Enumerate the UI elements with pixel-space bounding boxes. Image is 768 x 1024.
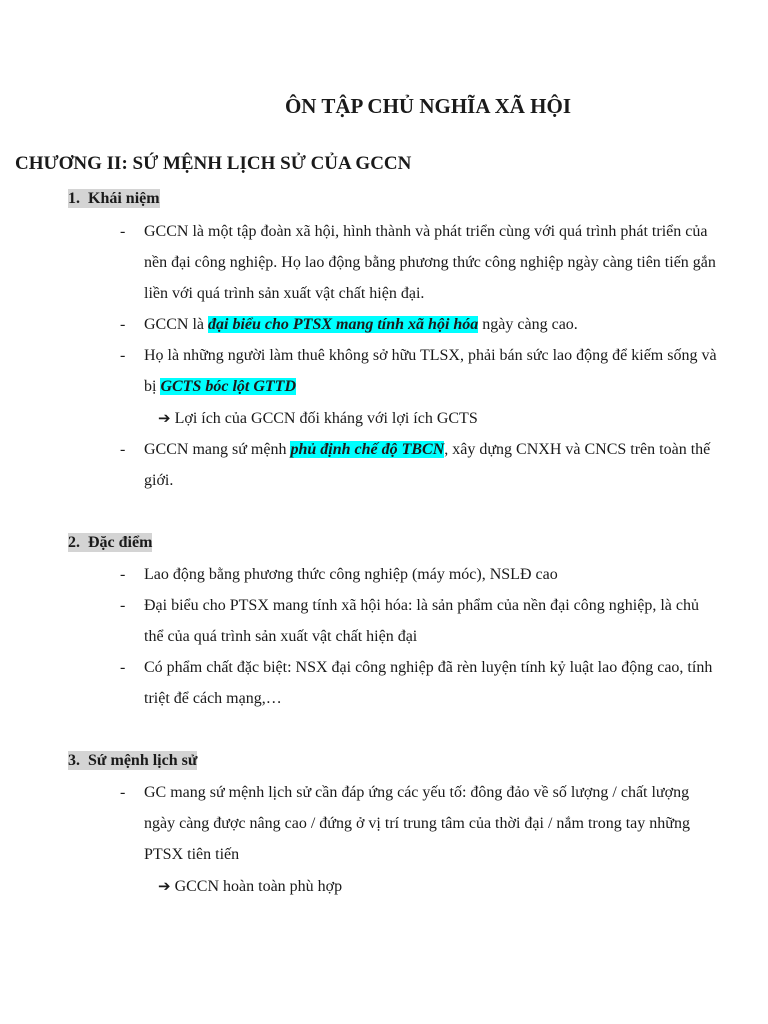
arrow-right-icon: ➔ <box>158 877 171 895</box>
section-heading-2: 2. Đặc điểm <box>68 534 153 551</box>
section-heading-3: 3. Sứ mệnh lịch sử <box>68 752 198 769</box>
section-heading-1: 1. Khái niệm <box>68 190 160 207</box>
list-item: - GCCN mang sứ mệnh phủ định chế độ TBCN, xây dựng CNXH và CNCS trên toàn thế giới. <box>120 441 711 489</box>
list-item: - Đại biểu cho PTSX mang tính xã hội hóa: là sản phẩm của nền đại công nghiệp, là chủ thể của quá trình sản xuất vật chất hiện đại <box>120 597 699 645</box>
highlight-text: GCTS bóc lột GTTD <box>160 378 296 395</box>
highlight-text: phủ định chế độ TBCN <box>290 441 445 458</box>
list-item: - Lao động bằng phương thức công nghiệp (máy móc), NSLĐ cao <box>120 566 558 583</box>
list-item: - Họ là những người làm thuê không sở hữu TLSX, phải bán sức lao động để kiếm sống và bị GCTS bóc lột GTTD <box>120 347 717 395</box>
arrow-item: ➔ GCCN hoàn toàn phù hợp <box>158 877 343 895</box>
arrow-item: ➔ Lợi ích của GCCN đối kháng với lợi ích GCTS <box>158 409 478 427</box>
highlight-text: đại biểu cho PTSX mang tính xã hội hóa <box>208 316 479 333</box>
chapter-heading: CHƯƠNG II: SỨ MỆNH LỊCH SỬ CỦA GCCN <box>15 153 412 174</box>
list-item: - Có phẩm chất đặc biệt: NSX đại công nghiệp đã rèn luyện tính kỷ luật lao động cao, tính triệt để cách mạng,… <box>120 659 713 707</box>
list-item: - GCCN là một tập đoàn xã hội, hình thành và phát triển cùng với quá trình phát triển của nền đại công nghiệp. Họ lao động bằng phương thức công nghiệp ngày càng tiên tiến gắn liền với quá trình sản xuất vật chất hiện đại. <box>120 223 716 302</box>
arrow-right-icon: ➔ <box>158 409 171 427</box>
page-title: ÔN TẬP CHỦ NGHĨA XÃ HỘI <box>284 94 572 118</box>
list-item: - GCCN là đại biểu cho PTSX mang tính xã hội hóa ngày càng cao. <box>120 316 578 333</box>
list-item: - GC mang sứ mệnh lịch sử cần đáp ứng các yếu tố: đông đảo về số lượng / chất lượng ngày càng được nâng cao / đứng ở vị trí trung tâm của thời đại / nắm trong tay những PTSX tiên tiến <box>120 784 690 863</box>
